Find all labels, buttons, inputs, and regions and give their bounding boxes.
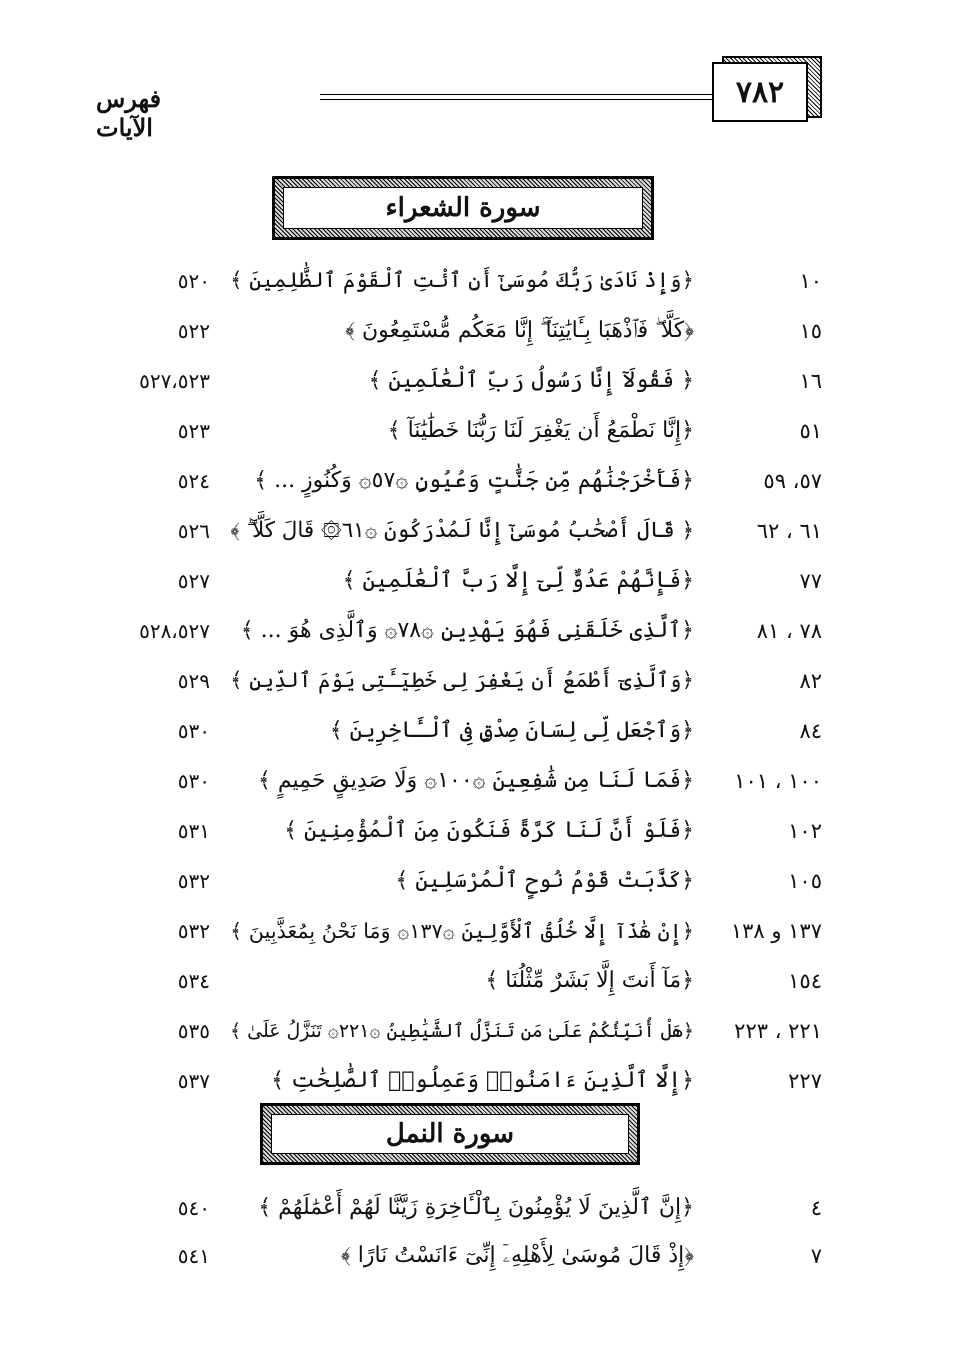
ayah-number: ١٠٢ [788,819,822,843]
page-reference: ٥٢٩ [177,669,210,693]
index-row [0,261,954,301]
index-row [0,611,954,651]
page-reference: ٥٣٠ [177,719,210,743]
ayah-number: ١٠٠ ، ١٠١ [734,769,822,793]
index-row [0,911,954,951]
verse-text: ﴿مَآ أَنتَ إِلَّا بَشَرٌ مِّثْلُنَا ﴾ [485,968,694,993]
index-row [0,711,954,751]
index-row [0,411,954,451]
page-reference: ٥٢٤ [177,469,210,493]
index-row [0,1011,954,1051]
verse-text: ﴿وَإِذْ نَادَىٰ رَبُّكَ مُوسَىٰٓ أَنِ ٱئْتِ ٱلْقَوْمَ ٱلظَّٰلِمِينَ ﴾ [230,268,694,293]
surah-heading-box [272,176,654,240]
verse-text: ﴿إِنَّ ٱلَّذِينَ لَا يُؤْمِنُونَ بِٱلْـَٔاخِرَةِ زَيَّنَّا لَهُمْ أَعْمَٰلَهُمْ ﴾ [258,1195,694,1220]
verse-text: ﴿وَٱلَّذِىٓ أَطْمَعُ أَن يَغْفِرَ لِى خَطِيٓـَٔتِى يَوْمَ ٱلدِّينِ ﴾ [230,668,694,693]
ayah-number: ١٣٧ و ١٣٨ [730,919,822,943]
index-row [0,1188,954,1228]
index-row [0,1061,954,1101]
surah-heading: سورة الشعراء [283,187,643,229]
page-number: ٧٨٢ [712,62,808,122]
ayah-number: ١٠ [799,269,822,293]
page-reference: ٥٢٠ [177,269,210,293]
verse-text: ﴿فَلَوْ أَنَّ لَنَا كَرَّةً فَنَكُونَ مِنَ ٱلْمُؤْمِنِينَ ﴾ [284,818,694,843]
page-reference: ٥٣١ [177,819,210,843]
ayah-number: ٨٤ [799,719,822,743]
page-reference: ٥٣٥ [177,1019,210,1043]
verse-text: ﴿ٱلَّذِى خَلَقَنِى فَهُوَ يَهْدِينِ ۞٧٨۞ وَٱلَّذِى هُوَ ... ﴾ [240,618,694,643]
index-row [0,561,954,601]
page-reference: ٥٤٠ [177,1196,210,1220]
verse-text: ﴿إِذْ قَالَ مُوسَىٰ لِأَهْلِهِۦٓ إِنِّىٓ ءَانَسْتُ نَارًا ﴾ [340,1243,694,1268]
index-row [0,311,954,351]
surah-heading: سورة النمل [271,1114,629,1154]
page-reference: ٥٢٣ [177,419,210,443]
index-row [0,811,954,851]
page-reference: ٥٣٤ [177,969,210,993]
verse-text: ﴿فَمَا لَنَا مِن شَٰفِعِينَ ۞١٠٠۞ وَلَا صَدِيقٍ حَمِيمٍ ﴾ [257,768,694,793]
ayah-number: ٥١ [799,419,822,443]
page-reference: ٥٣٢ [177,869,210,893]
ayah-number: ٧ [810,1244,822,1268]
ayah-number: ١٦ [799,369,822,393]
ayah-number: ١٥ [799,319,822,343]
ayah-number: ٧٧ [799,569,822,593]
page-reference: ٥٢٢ [177,319,210,343]
page-reference: ٥٢٨،٥٢٧ [139,619,210,643]
ayah-number: ١٥٤ [788,969,822,993]
index-row [0,1236,954,1276]
page-reference: ٥٢٧،٥٢٣ [139,369,210,393]
verse-text: ﴿ قَالَ أَصْحَٰبُ مُوسَىٰٓ إِنَّا لَمُدْرَكُونَ ۞٦١۞ قَالَ كَلَّآ ۖ ﴾ [230,518,694,543]
verse-text: ﴿إِلَّا ٱلَّذِينَ ءَامَنُوا۟ وَعَمِلُوا۟ ٱلصَّٰلِحَٰتِ ﴾ [271,1068,694,1093]
ayah-number: ٧٨ ، ٨١ [756,619,822,643]
verse-text: ﴿وَٱجْعَل لِّى لِسَانَ صِدْقٍ فِى ٱلْـَٔاخِرِينَ ﴾ [329,718,694,743]
verse-text: ﴿فَأَخْرَجْنَٰهُم مِّن جَنَّٰتٍ وَعُيُونٍ ۞٥٧۞ وَكُنُوزٍ ... ﴾ [254,468,694,493]
index-row [0,661,954,701]
index-row [0,961,954,1001]
index-row [0,861,954,901]
index-row [0,761,954,801]
page-reference: ٥٢٦ [177,519,210,543]
index-row [0,361,954,401]
page-reference: ٥٤١ [177,1244,210,1268]
verse-text: ﴿ فَقُولَآ إِنَّا رَسُولُ رَبِّ ٱلْعَٰلَمِينَ ﴾ [368,368,694,393]
ayah-number: ١٠٥ [788,869,822,893]
surah-heading-box [260,1103,640,1165]
page-reference: ٥٣٢ [177,919,210,943]
verse-text: ﴿كَلَّا ۖ فَٱذْهَبَا بِـَٔايَٰتِنَآ ۖ إِنَّا مَعَكُم مُّسْتَمِعُونَ ﴾ [345,318,694,343]
page-reference: ٥٣٠ [177,769,210,793]
verse-text: ﴿فَإِنَّهُمْ عَدُوٌّ لِّىٓ إِلَّا رَبَّ ٱلْعَٰلَمِينَ ﴾ [342,568,694,593]
header-rule [320,94,712,100]
verse-text: ﴿إِنَّا نَطْمَعُ أَن يَغْفِرَ لَنَا رَبُّنَا خَطَٰيَٰنَآ ﴾ [387,418,694,443]
verse-text: ﴿كَذَّبَتْ قَوْمُ نُوحٍ ٱلْمُرْسَلِينَ ﴾ [395,868,694,893]
page-reference: ٥٣٧ [177,1069,210,1093]
verse-text: ﴿إِنْ هَٰذَآ إِلَّا خُلُقُ ٱلْأَوَّلِينَ ۞١٣٧۞ وَمَا نَحْنُ بِمُعَذَّبِينَ ﴾ [230,919,694,943]
ayah-number: ٢٢٧ [788,1069,822,1093]
ayah-number: ٥٧، ٥٩ [763,469,822,493]
page-reference: ٥٢٧ [177,569,210,593]
index-row [0,461,954,501]
index-row [0,511,954,551]
ayah-number: ٦١ ، ٦٢ [756,519,822,543]
ayah-number: ٢٢١ ، ٢٢٣ [734,1019,822,1043]
page-title: فهرس الآيات [96,84,162,142]
verse-text: ﴿هَلْ أُنَبِّئُكُمْ عَلَىٰ مَن تَنَزَّلُ ٱلشَّيَٰطِينُ ۞٢٢١۞ تَنَزَّلُ عَلَىٰ ﴾ [230,1020,694,1042]
ayah-number: ٤ [810,1196,822,1220]
ayah-number: ٨٢ [799,669,822,693]
